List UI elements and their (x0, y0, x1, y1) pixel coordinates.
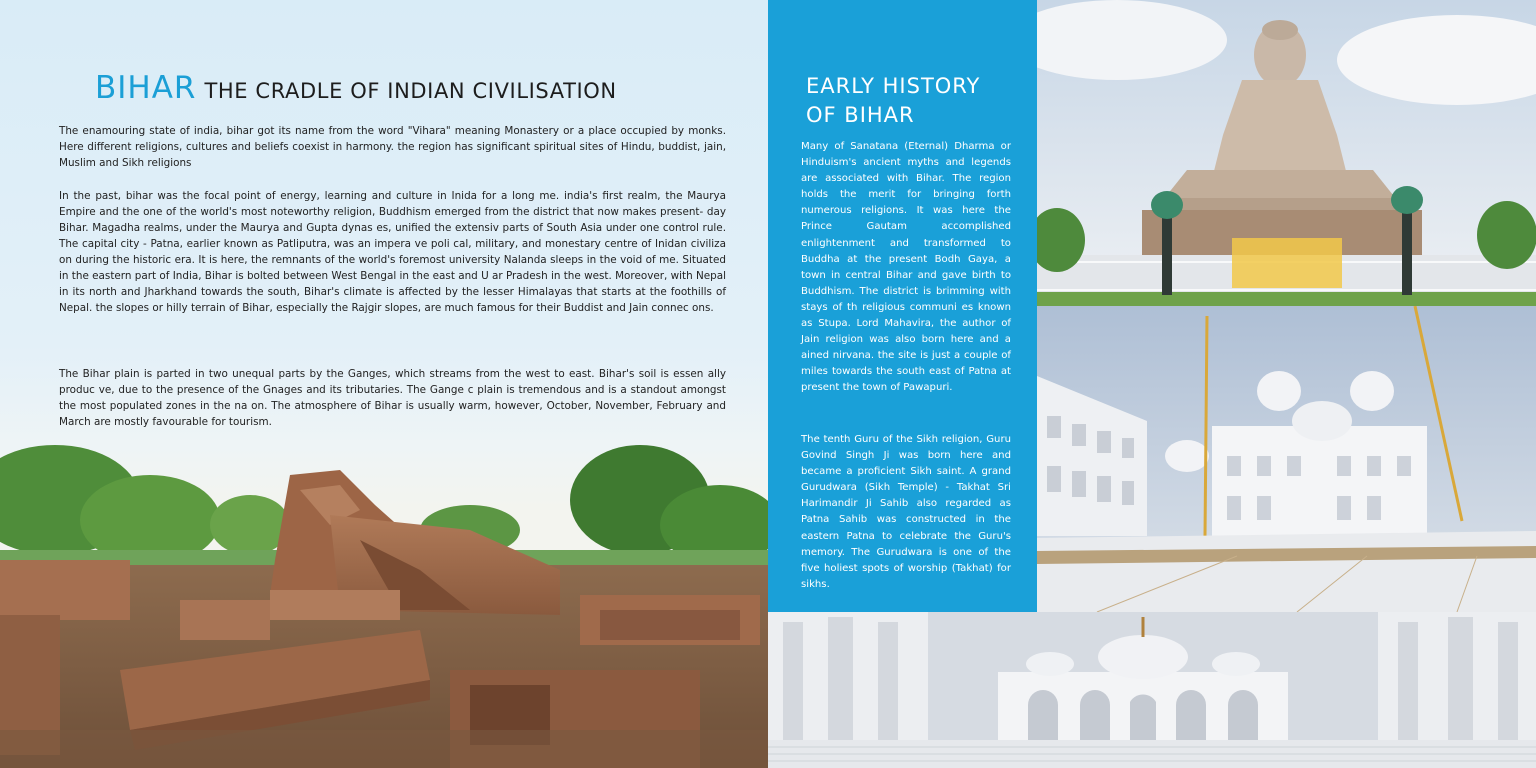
title-main: BIHAR (95, 70, 197, 106)
section-title-line2: OF BIHAR (806, 103, 915, 127)
intro-paragraph: The enamouring state of india, bihar got its name from the word "Vihara" meaning Monastery or a place occupied by monks. Here different religions, cultures and beliefs coexist in harmony. the region has significant spiritual sites of Hindu, buddist, jain, Muslim and Sikh religions (59, 125, 726, 169)
jain-temple-photo (768, 612, 1536, 768)
patna-sahib-gurudwara-photo (1037, 306, 1536, 612)
early-history-paragraph: Many of Sanatana (Eternal) Dharma or Hinduism's ancient myths and legends are associated with Bihar. The region holds the merit for bringing forth numerous religions. It was here the Prince Gautam accomplished enlightenment and transformed to Buddha at the present Bodh Gaya, a town in central Bihar and gave birth to Buddhism. The district is brimming with stays of th religious communi es known as Stupa. Lord Mahavira, the author of Jain religion was also born here and a ained nirvana. the site is just a couple of miles towards the south east of Patna at present the town of Pawapuri. (801, 141, 1011, 394)
history-paragraph: In the past, bihar was the focal point of energy, learning and culture in Inida for a long me. india's first realm, the Maurya Empire and the one of the world's most noteworthy religion, Buddhism emerged from the district that now makes present- day Bihar. Magadha realms, under the Maurya and Gupta dynas es, unified the extensiv parts of South Asia under one control rule. The capital city - Patna, earlier known as Patliputra, was an impera ve poli cal, military, and monestary centre of Inidan civiliza on during the historic era. It is here, the remnants of the world's foremost university Nalanda sleeps in the void of me. Situated in the eastern part of India, Bihar is bolted between West Bengal in the east and U ar Pradesh in the west. Moreover, with Nepal in its north and Jharkhand towards the south, Bihar's climate is affected by the lesser Himalayas that starts at the foothills of Nepal. the slopes or hilly terrain of Bihar, especially the Rajgir slopes, are much famous for their Buddist and Jain connec ons. (59, 190, 726, 314)
title-subtitle: THE CRADLE OF INDIAN CIVILISATION (204, 79, 617, 103)
buddha-statue-photo (1037, 0, 1536, 306)
nalanda-ruins-photo (0, 430, 768, 768)
sikh-history-paragraph: The tenth Guru of the Sikh religion, Guru Govind Singh Ji was born here and became a proficient Sikh saint. A grand Gurudwara (Sikh Temple) - Takhat Sri Harimandir Ji Sahib also regarded as Patna Sahib was constructed in the eastern Patna to celebrate the Guru's memory. The Gurudwara is one of the five holiest spots of worship (Takhat) for sikhs. (801, 434, 1011, 590)
geography-paragraph: The Bihar plain is parted in two unequal parts by the Ganges, which streams from the west to east. Bihar's soil is essen ally produc ve, due to the presence of the Gnages and its tributaries. The Gange c plain is tremendous and is a standout amongst the most populated zones in the na on. The atmosphere of Bihar is usually warm, however, October, November, February and March are mostly favourable for tourism. (59, 368, 726, 428)
section-title-line1: EARLY HISTORY (806, 74, 981, 98)
section-title (806, 72, 1026, 130)
early-history-panel (768, 0, 1037, 612)
page-title (95, 70, 617, 106)
